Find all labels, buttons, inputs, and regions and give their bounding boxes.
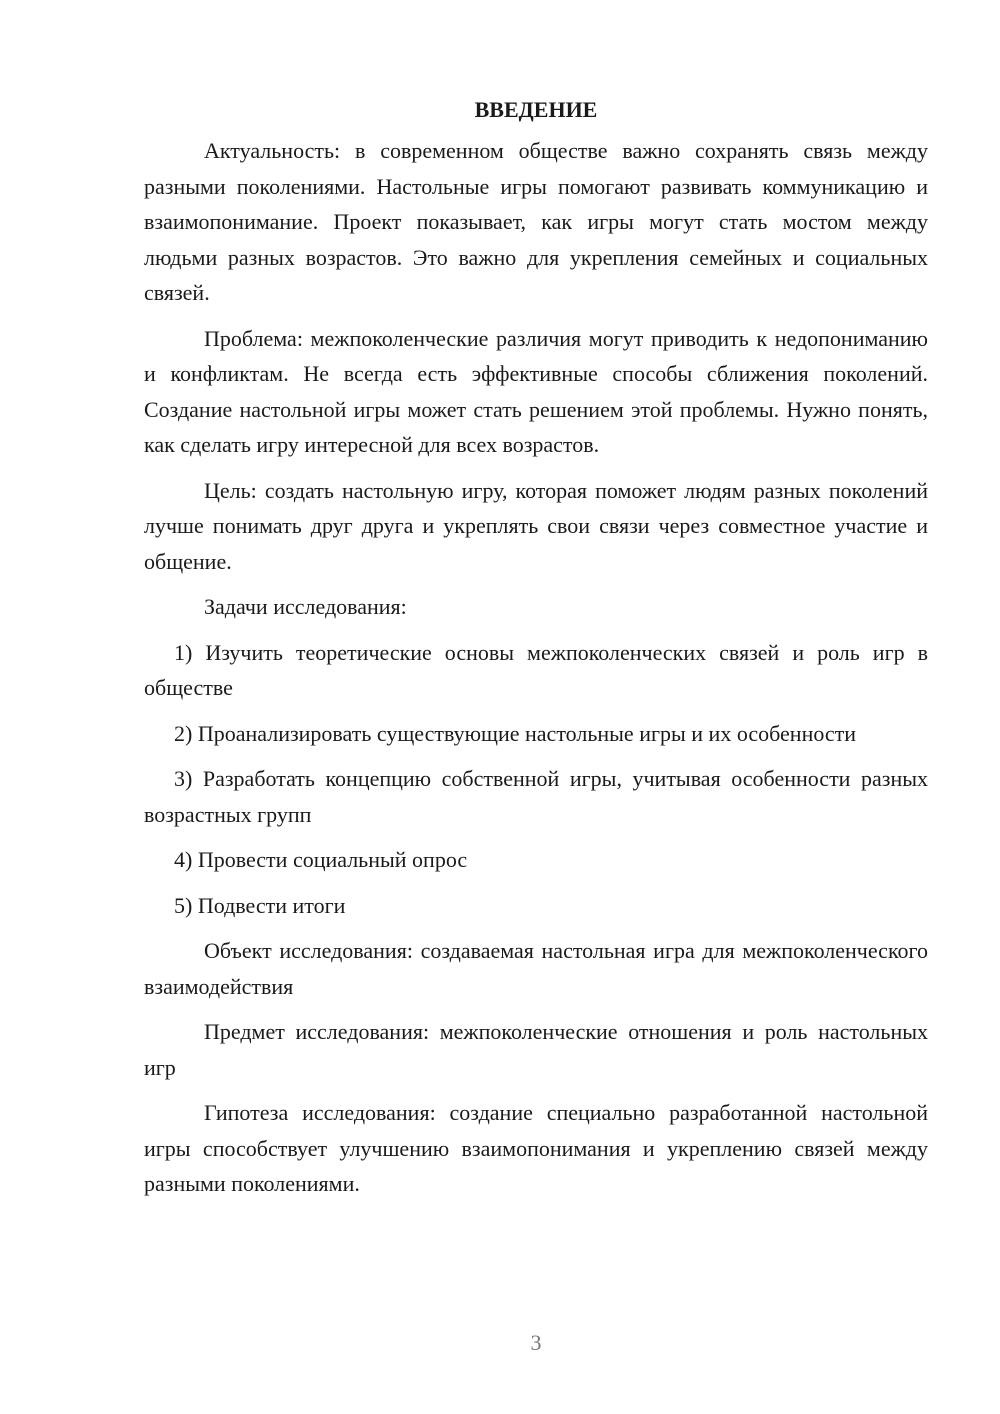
document-page xyxy=(144,92,928,1212)
list-item: 5) Подвести итоги xyxy=(174,892,346,918)
list-item: 1) Изучить теоретические основы межпоколенческих связей и роль игр в обществе xyxy=(144,639,928,700)
tasks-list xyxy=(144,635,928,924)
paragraph-relevance: Актуальность: в современном обществе важно сохранять связь между разными поколениями. Настольные игры помогают развивать коммуникацию и взаимопонимание. Проект показывает, как игры могут стать мостом между людьми разных возрастов. Это важно для укрепления семейных и социальных связей. xyxy=(144,138,928,305)
paragraph-goal: Цель: создать настольную игру, которая поможет людям разных поколений лучше понимать друг друга и укреплять свои связи через совместное участие и общение. xyxy=(144,477,928,574)
list-item: 2) Проанализировать существующие настольные игры и их особенности xyxy=(174,720,857,746)
paragraph-problem: Проблема: межпоколенческие различия могут приводить к недопониманию и конфликтам. Не всегда есть эффективные способы сближения поколений. Создание настольной игры может стать решением этой проблемы. Нужно понять, как сделать игру интересной для всех возрастов. xyxy=(144,325,928,457)
paragraph-object: Объект исследования: создаваемая настольная игра для межпоколенческого взаимодействия xyxy=(144,938,928,999)
list-item: 4) Провести социальный опрос xyxy=(174,847,468,872)
list-item: 3) Разработать концепцию собственной игры, учитывая особенности разных возрастных групп xyxy=(144,766,928,827)
page-number: 3 xyxy=(530,1330,542,1355)
paragraph-subject: Предмет исследования: межпоколенческие отношения и роль настольных игр xyxy=(144,1019,928,1080)
paragraph-hypothesis: Гипотеза исследования: создание специально разработанной настольной игры способствует улучшению взаимопонимания и укреплению связей между разными поколениями. xyxy=(144,1100,928,1196)
document-heading: ВВЕДЕНИЕ xyxy=(474,97,598,122)
tasks-heading: Задачи исследования: xyxy=(204,594,407,619)
